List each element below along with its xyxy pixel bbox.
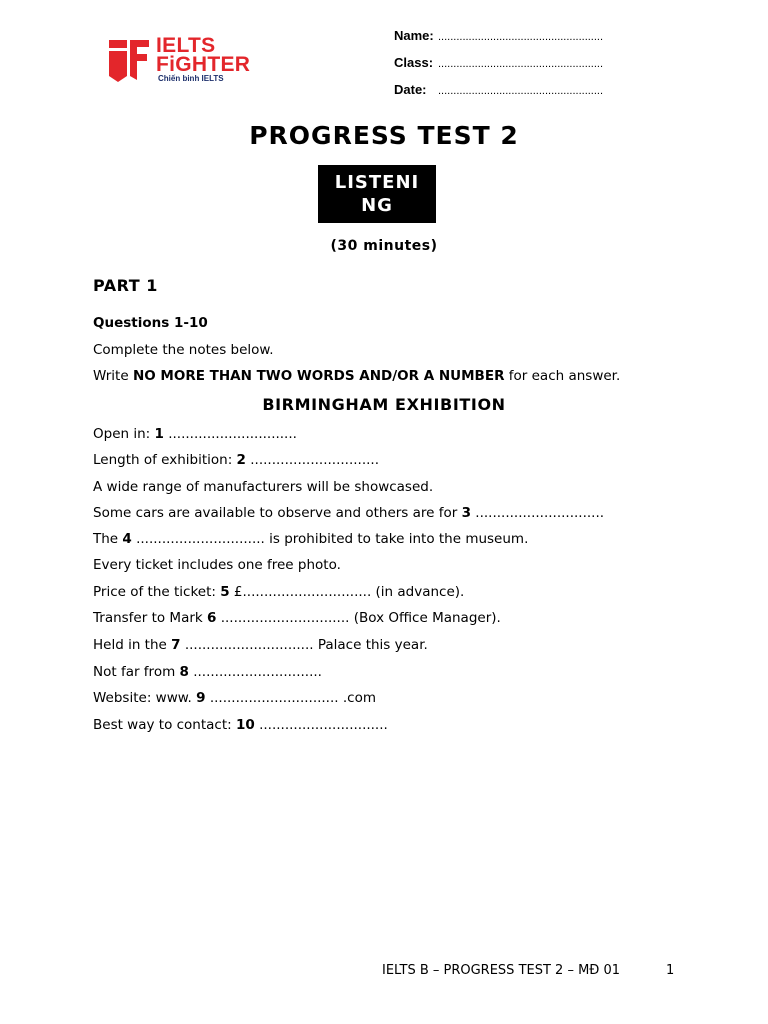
ielts-fighter-shield-icon — [108, 36, 150, 82]
question-number: 3 — [461, 505, 472, 521]
answer-blank: .............................. (Box Office Manager). — [216, 610, 501, 626]
question-number: 5 — [220, 584, 230, 600]
exhibition-title: BIRMINGHAM EXHIBITION — [262, 395, 506, 414]
part-heading: PART 1 — [93, 276, 158, 295]
page-footer: IELTS B – PROGRESS TEST 2 – MĐ 01 — [382, 963, 621, 978]
section-badge — [318, 165, 436, 223]
name-blank: ...................................................... — [438, 31, 604, 43]
note-text: Website: www. — [93, 690, 197, 706]
note-text: Every ticket includes one free photo. — [93, 557, 341, 573]
answer-blank: .............................. is prohibited to take into the museum. — [131, 531, 529, 547]
note-line — [93, 505, 604, 521]
logo-wordmark — [156, 36, 250, 74]
note-text: Open in: — [93, 426, 155, 442]
question-number: 10 — [235, 717, 255, 733]
question-number: 6 — [207, 610, 217, 626]
note-line — [93, 610, 501, 626]
note-line — [93, 637, 428, 653]
date-blank: ...................................................... — [438, 85, 604, 97]
question-number: 4 — [122, 531, 132, 547]
answer-blank: .............................. — [163, 426, 297, 442]
ielts-fighter-logo — [108, 36, 258, 86]
logo-line-2: FiGHTER — [156, 53, 251, 76]
note-line — [93, 664, 322, 680]
note-line — [93, 717, 388, 733]
note-line — [93, 426, 297, 442]
instruction-bold: NO MORE THAN TWO WORDS AND/OR A NUMBER — [132, 368, 505, 384]
class-label: Class: — [394, 55, 434, 70]
page-number: 1 — [666, 963, 675, 978]
class-blank: ...................................................... — [438, 58, 604, 70]
name-field — [394, 28, 603, 43]
note-line — [93, 479, 433, 495]
note-text: Transfer to Mark — [93, 610, 207, 626]
logo-tagline: Chiến binh IELTS — [158, 74, 224, 83]
question-number: 8 — [179, 664, 189, 680]
note-text: The — [93, 531, 123, 547]
questions-range: Questions 1-10 — [93, 315, 208, 331]
note-text: Some cars are available to observe and others are for — [93, 505, 462, 521]
question-number: 9 — [196, 690, 206, 706]
note-line — [93, 690, 376, 706]
answer-blank: .............................. — [188, 664, 322, 680]
answer-blank: .............................. — [471, 505, 605, 521]
instruction-complete: Complete the notes below. — [93, 342, 274, 358]
note-text: Not far from — [93, 664, 180, 680]
note-line — [93, 584, 464, 600]
note-text: Price of the ticket: — [93, 584, 221, 600]
page-title: PROGRESS TEST 2 — [249, 121, 519, 150]
answer-blank: .............................. — [254, 717, 388, 733]
answer-blank: .............................. Palace this year. — [180, 637, 428, 653]
instruction-pre: Write — [93, 368, 133, 384]
question-number: 7 — [171, 637, 181, 653]
note-line — [93, 452, 379, 468]
note-line — [93, 531, 528, 547]
duration-label: (30 minutes) — [330, 238, 438, 254]
note-text: Length of exhibition: — [93, 452, 237, 468]
note-text: Held in the — [93, 637, 172, 653]
answer-blank: .............................. — [245, 452, 379, 468]
note-text: Best way to contact: — [93, 717, 236, 733]
class-field — [394, 55, 603, 70]
question-number: 1 — [154, 426, 164, 442]
date-label: Date: — [394, 82, 427, 97]
instruction-word-limit — [93, 368, 620, 384]
note-line — [93, 557, 341, 573]
section-label: LISTENING — [334, 172, 420, 216]
instruction-post: for each answer. — [504, 368, 621, 384]
logo-line-1: IELTS — [156, 34, 216, 57]
answer-blank: £.............................. (in advance). — [229, 584, 465, 600]
note-text: A wide range of manufacturers will be showcased. — [93, 479, 434, 495]
question-number: 2 — [236, 452, 246, 468]
name-label: Name: — [394, 28, 434, 43]
answer-blank: .............................. .com — [205, 690, 376, 706]
date-field — [394, 82, 603, 97]
